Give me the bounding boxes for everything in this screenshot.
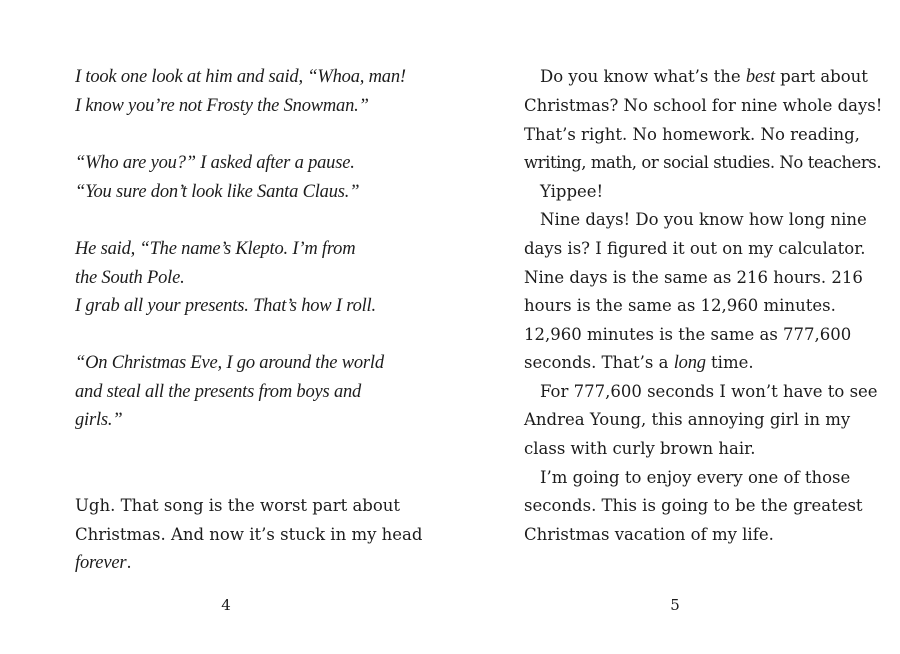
text-span: time. [705,353,754,372]
text-span: seconds. That’s a [524,353,674,372]
prose-line [524,353,754,373]
right-page [450,0,900,654]
italic-word: long [673,353,706,373]
prose-line: Nine days is the same as 216 hours. 216 [524,268,863,287]
poem-line: “On Christmas Eve, I go around the world [75,353,384,373]
prose-line: I’m going to enjoy every one of those [540,468,851,487]
poem-line: girls.” [75,410,123,430]
prose-line: writing, math, or social studies. No teachers. [524,153,882,172]
prose-line: For 777,600 seconds I won’t have to see [540,382,878,401]
prose-line: Christmas. And now it’s stuck in my head [75,525,423,544]
prose-line: That’s right. No homework. No reading, [524,125,860,144]
italic-word: forever [75,553,127,573]
prose-line: seconds. This is going to be the greatest [524,496,863,515]
page-number: 4 [221,596,231,614]
poem-line: He said, “The name’s Klepto. I’m from [75,239,356,259]
poem-line: I know you’re not Frosty the Snowman.” [75,96,369,116]
prose-line [75,553,132,573]
prose-line: Andrea Young, this annoying girl in my [524,410,851,429]
poem-line: I grab all your presents. That’s how I roll. [75,296,376,316]
prose-line [540,67,868,87]
punctuation: . [126,553,132,572]
poem-line: “You sure don’t look like Santa Claus.” [75,182,360,202]
prose-line: 12,960 minutes is the same as 777,600 [524,325,852,344]
prose-line: days is? I figured it out on my calculator. [524,239,866,258]
page-number: 5 [670,596,680,614]
prose-line: Yippee! [540,182,604,201]
prose-line: Christmas vacation of my life. [524,525,774,544]
poem-line: “Who are you?” I asked after a pause. [75,153,355,173]
poem-line: I took one look at him and said, “Whoa, man! [75,67,406,87]
poem-line: the South Pole. [75,268,185,288]
prose-line: hours is the same as 12,960 minutes. [524,296,836,315]
poem-line: and steal all the presents from boys and [75,382,362,402]
prose-line: class with curly brown hair. [524,439,756,458]
prose-line: Christmas? No school for nine whole days! [524,96,883,115]
prose-line: Ugh. That song is the worst part about [75,496,401,515]
text-span: Do you know what’s the [540,67,746,86]
italic-word: best [745,67,775,87]
text-span: part about [774,67,868,86]
prose-line: Nine days! Do you know how long nine [540,210,867,229]
